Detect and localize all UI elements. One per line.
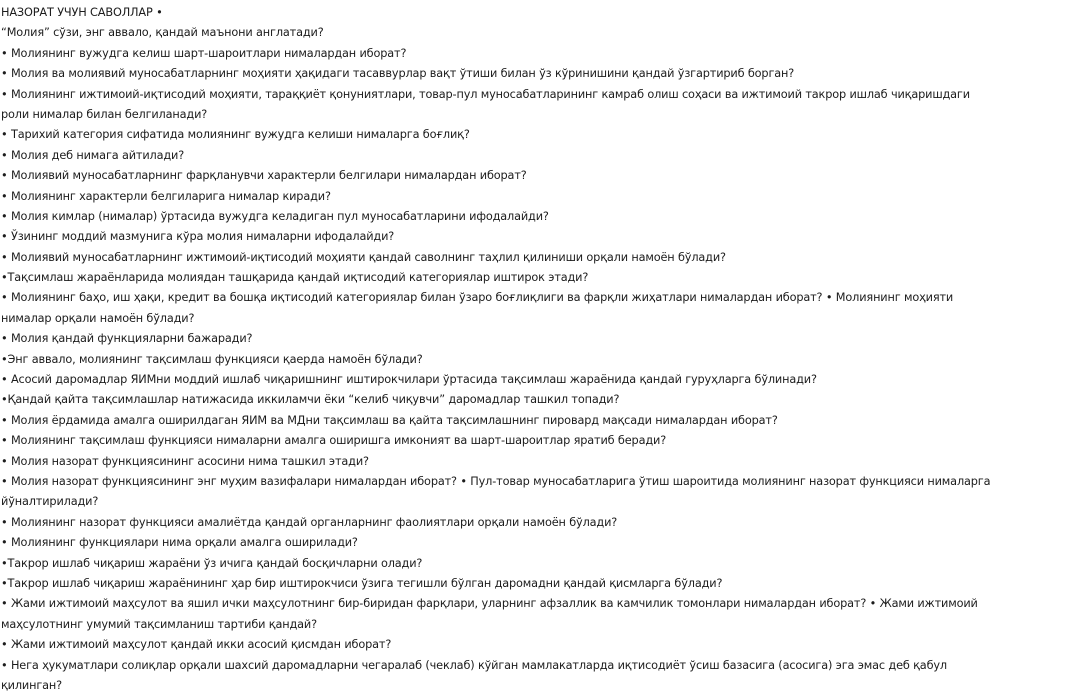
question-line: • Молиянинг тақсимлаш функцияси нималарни амалга оширишга имконият ва шарт-шароитлар яратиб беради? [1, 434, 667, 448]
question-line: • Молия назорат функциясининг асосини нима ташкил этади? [1, 454, 369, 468]
question-line: • Молиянинг вужудга келиш шарт-шароитлари нималардан иборат? [1, 46, 407, 60]
question-line: •Такрор ишлаб чиқариш жараёнининг ҳар бир иштирокчиси ўзига тегишли бўлган даромадни қандай қисмларга бўлади? [1, 576, 723, 590]
question-line: • Молиявий муносабатларнинг ижтимоий-иқтисодий моҳияти қандай саволнинг таҳлил қилиниши орқали намоён бўлади? [1, 250, 726, 264]
question-line: • Молиянинг ижтимоий-иқтисодий моҳияти, тараққиёт қонуниятлари, товар-пул муносабатларининг камраб олиш соҳаси ва ижтимоий такрор ишлаб чиқаришдаги [1, 87, 970, 101]
question-line: • Молиянинг характерли белгиларига нималар киради? [1, 189, 331, 203]
question-line: маҳсулотнинг умумий тақсимланиш тартиби қандай? [1, 617, 317, 631]
question-line: • Жами ижтимоий маҳсулот қандай икки асосий қисмдан иборат? [1, 638, 392, 652]
question-line: • Молиянинг баҳо, иш ҳақи, кредит ва бошқа иқтисодий категориялар билан ўзаро боғлиқлиги ва фарқли жиҳатлари нималардан иборат? • Молиянинг моҳияти [1, 291, 954, 305]
question-line: • Жами ижтимоий маҳсулот ва яшил ички маҳсулотнинг бир-биридан фарқлари, уларнинг афзаллик ва камчилик томонлари нималардан иборат? • Жами ижтимоий [1, 597, 978, 611]
question-line: нималар орқали намоён бўлади? [1, 311, 195, 325]
question-line: •Тақсимлаш жараёнларида молиядан ташқарида қандай иқтисодий категориялар иштирок этади? [1, 271, 589, 285]
question-line: • Асосий даромадлар ЯИМни моддий ишлаб чиқаришнинг иштирокчилари ўртасида тақсимлаш жараёнида қандай гуруҳларга бўлинади? [1, 373, 817, 387]
question-line: • Молия деб нимага айтилади? [1, 148, 185, 162]
question-line: •Қандай қайта тақсимлашлар натижасида иккиламчи ёки “келиб чиқувчи” даромадлар ташкил топади? [1, 393, 620, 407]
question-line: • Молиянинг функциялари нима орқали амалга оширилади? [1, 536, 358, 550]
question-line: • Молия ва молиявий муносабатларнинг моҳияти ҳақидаги тасаввурлар вақт ўтиши билан ўз кўринишини қандай ўзгартириб борган? [1, 67, 795, 81]
question-line: •Энг аввало, молиянинг тақсимлаш функцияси қаерда намоён бўлади? [1, 352, 423, 366]
question-line: роли нималар билан белгиланади? [1, 107, 208, 121]
question-line: • Молия қандай функцияларни бажаради? [1, 332, 253, 346]
question-line: •Такрор ишлаб чиқариш жараёни ўз ичига қандай босқичларни олади? [1, 556, 423, 570]
question-line: • Молиявий муносабатларнинг фарқланувчи характерли белгилари нималардан иборат? [1, 169, 527, 183]
question-line: “Молия” сўзи, энг аввало, қандай маънони англатади? [1, 26, 324, 40]
section-heading: НАЗОРАТ УЧУН САВОЛЛАР • [1, 6, 163, 19]
question-line: • Молиянинг назорат функцияси амалиётда қандай органларнинг фаолиятлари орқали намоён бўлади? [1, 515, 618, 529]
question-line: йўналтирилади? [1, 495, 99, 509]
question-line: • Тарихий категория сифатида молиянинг вужудга келиши нималарга боғлиқ? [1, 128, 470, 142]
question-line: • Молия кимлар (нималар) ўртасида вужудга келадиган пул муносабатларини ифодалайди? [1, 209, 549, 223]
question-line: • Молия назорат функциясининг энг муҳим вазифалари нималардан иборат? • Пул-товар муносабатларига ўтиш шароитида молиянинг назорат функцияси нималарга [1, 474, 991, 488]
question-line: қилинган? [1, 678, 63, 692]
question-line: • Ўзининг моддий мазмунига кўра молия нималарни ифодалайди? [1, 230, 395, 244]
question-line: • Молия ёрдамида амалга оширилдаган ЯИМ ва МДни тақсимлаш ва қайта тақсимлашнинг пировард мақсади нималардан иборат? [1, 413, 778, 427]
question-line: • Нега ҳукуматлари солиқлар орқали шахсий даромадларни чегаралаб (чеклаб) кўйган мамлакатларда иқтисодиёт ўсиш базасига (асосига) эга эмас деб қабул [1, 658, 948, 672]
